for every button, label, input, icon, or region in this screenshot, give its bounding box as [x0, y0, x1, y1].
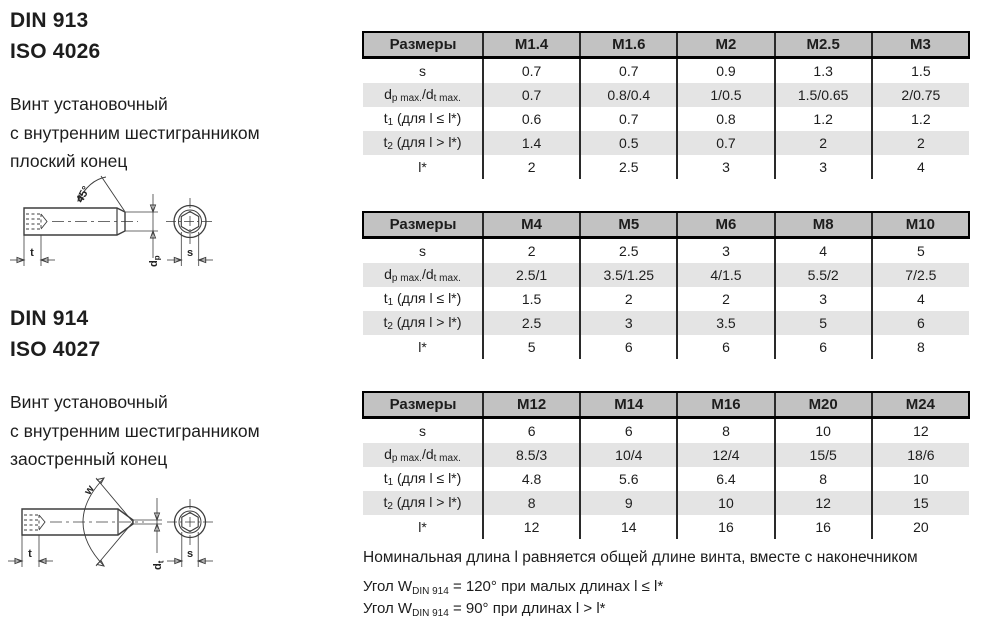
dimensions-table-m1_4-m3	[362, 31, 970, 179]
table-row	[363, 107, 969, 131]
table-row	[363, 467, 969, 491]
value-cell: 15	[872, 491, 969, 515]
value-cell: 1.5	[872, 58, 969, 84]
value-cell: 1/0.5	[677, 83, 774, 107]
iso4026-number: ISO 4026	[10, 40, 101, 63]
row-label	[363, 107, 483, 131]
dimensions-column-header: Размеры	[363, 392, 483, 418]
size-column-header: M5	[580, 212, 677, 238]
table-row	[363, 491, 969, 515]
size-column-header: M10	[872, 212, 969, 238]
table-row	[363, 131, 969, 155]
value-cell: 3.5/1.25	[580, 263, 677, 287]
size-column-header: M12	[483, 392, 580, 418]
value-cell: 2/0.75	[872, 83, 969, 107]
row-label-part: (для l > l*)	[392, 134, 462, 150]
row-label-part: d	[384, 86, 392, 102]
row-label	[363, 335, 483, 359]
description-din914	[10, 388, 260, 474]
table-header-row	[363, 212, 969, 238]
value-cell: 1.2	[775, 107, 872, 131]
row-label	[363, 83, 483, 107]
value-cell: 6.4	[677, 467, 774, 491]
standard-heading-din913	[10, 5, 100, 67]
dimensions-table-m12-m24	[362, 391, 970, 539]
value-cell: 0.8/0.4	[580, 83, 677, 107]
row-label-part: (для l > l*)	[392, 314, 462, 330]
row-label	[363, 238, 483, 264]
value-cell: 4.8	[483, 467, 580, 491]
value-cell: 18/6	[872, 443, 969, 467]
value-cell: 4	[775, 238, 872, 264]
size-column-header: M1.6	[580, 32, 677, 58]
size-column-header: M14	[580, 392, 677, 418]
value-cell: 0.7	[580, 107, 677, 131]
table-row	[363, 418, 969, 444]
note-subscript: DIN 914	[412, 586, 449, 597]
value-cell: 2.5/1	[483, 263, 580, 287]
row-label-part: t	[383, 134, 388, 150]
description-din913	[10, 90, 260, 176]
value-cell: 8	[483, 491, 580, 515]
value-cell: 2	[872, 131, 969, 155]
row-label-part: l*	[418, 159, 427, 175]
value-cell: 0.7	[677, 131, 774, 155]
size-column-header: M2	[677, 32, 774, 58]
table-row	[363, 287, 969, 311]
row-label-part: (для l ≤ l*)	[393, 110, 462, 126]
socket-cone-line	[41, 214, 47, 229]
row-label-part: s	[419, 63, 426, 79]
row-label-part: t max.	[433, 453, 461, 464]
size-column-header: M16	[677, 392, 774, 418]
din913-flat-point-drawing	[4, 170, 239, 288]
row-label-part: /d	[421, 86, 434, 102]
row-label	[363, 155, 483, 179]
row-label-part: (для l ≤ l*)	[393, 470, 462, 486]
cone-tip-diameter-label: $d_t$	[152, 560, 166, 570]
row-label	[363, 311, 483, 335]
table-header-row	[363, 392, 969, 418]
iso4027-number: ISO 4027	[10, 338, 101, 361]
row-label-part: t	[383, 314, 388, 330]
table-row	[363, 311, 969, 335]
description-line: заостренный конец	[10, 449, 168, 469]
value-cell: 1.2	[872, 107, 969, 131]
wrench-size-label: s	[186, 548, 194, 560]
value-cell: 2	[483, 155, 580, 179]
angle-note-120	[363, 578, 663, 597]
row-label-part: 2	[387, 321, 393, 332]
value-cell: 2.5	[483, 311, 580, 335]
din913-number: DIN 913	[10, 9, 89, 32]
value-cell: 0.5	[580, 131, 677, 155]
chamfer-angle-label: 45°	[74, 184, 93, 205]
value-cell: 0.7	[483, 58, 580, 84]
note-text: = 120° при малых длинах l ≤ l*	[448, 578, 664, 595]
table-row	[363, 335, 969, 359]
row-label-part: d	[384, 266, 392, 282]
row-label-part: p max.	[391, 93, 422, 104]
size-column-header: M4	[483, 212, 580, 238]
row-label	[363, 418, 483, 444]
description-line: Винт установочный	[10, 94, 168, 114]
value-cell: 1.5	[483, 287, 580, 311]
value-cell: 7/2.5	[872, 263, 969, 287]
value-cell: 10/4	[580, 443, 677, 467]
row-label-part: t max.	[433, 93, 461, 104]
note-text: = 90° при длинах l > l*	[448, 600, 606, 617]
row-label-part: 1	[387, 117, 394, 128]
value-cell: 2.5	[580, 238, 677, 264]
row-label-part: /d	[421, 446, 434, 462]
table-row	[363, 155, 969, 179]
value-cell: 8	[872, 335, 969, 359]
table-row	[363, 443, 969, 467]
value-cell: 12	[775, 491, 872, 515]
din914-number: DIN 914	[10, 307, 89, 330]
value-cell: 10	[872, 467, 969, 491]
value-cell: 12/4	[677, 443, 774, 467]
din914-cone-point-drawing	[4, 473, 239, 591]
row-label-part: t	[383, 110, 388, 126]
note-text: Угол W	[363, 578, 413, 595]
value-cell: 2	[775, 131, 872, 155]
dimensions-column-header: Размеры	[363, 212, 483, 238]
value-cell: 5.6	[580, 467, 677, 491]
value-cell: 2	[483, 238, 580, 264]
description-line: с внутренним шестигранником	[10, 122, 260, 143]
value-cell: 3	[775, 155, 872, 179]
value-cell: 10	[775, 418, 872, 444]
row-label	[363, 443, 483, 467]
socket-depth-label: t	[28, 548, 32, 560]
value-cell: 6	[775, 335, 872, 359]
value-cell: 4	[872, 287, 969, 311]
table-row	[363, 515, 969, 539]
row-label	[363, 287, 483, 311]
value-cell: 12	[872, 418, 969, 444]
dimensions-column-header: Размеры	[363, 32, 483, 58]
value-cell: 3	[677, 155, 774, 179]
value-cell: 5	[483, 335, 580, 359]
value-cell: 2	[580, 287, 677, 311]
row-label-part: (для l > l*)	[392, 494, 462, 510]
value-cell: 10	[677, 491, 774, 515]
row-label-part: l*	[418, 339, 427, 355]
value-cell: 8	[677, 418, 774, 444]
value-cell: 4/1.5	[677, 263, 774, 287]
size-column-header: M8	[775, 212, 872, 238]
table-header-row	[363, 32, 969, 58]
row-label-part: 2	[387, 141, 393, 152]
value-cell: 6	[483, 418, 580, 444]
value-cell: 1.5/0.65	[775, 83, 872, 107]
value-cell: 0.7	[483, 83, 580, 107]
socket-cone-line	[39, 515, 45, 530]
flat-point-diameter-label: $d_p$	[148, 255, 162, 267]
description-line: Винт установочный	[10, 392, 168, 412]
value-cell: 3.5	[677, 311, 774, 335]
wrench-size-label: s	[186, 247, 194, 259]
value-cell: 0.8	[677, 107, 774, 131]
row-label	[363, 467, 483, 491]
row-label-part: 1	[387, 477, 394, 488]
row-label-part: t	[383, 494, 388, 510]
value-cell: 6	[872, 311, 969, 335]
note-text: Угол W	[363, 600, 413, 617]
nominal-length-note: Номинальная длина l равняется общей длине винта, вместе с наконечником	[363, 549, 918, 566]
table-row	[363, 238, 969, 264]
value-cell: 5	[775, 311, 872, 335]
value-cell: 1.3	[775, 58, 872, 84]
row-label	[363, 58, 483, 84]
description-line: с внутренним шестигранником	[10, 420, 260, 441]
cone-angle-label: w	[82, 483, 97, 498]
value-cell: 6	[677, 335, 774, 359]
row-label-part: /d	[421, 266, 434, 282]
value-cell: 8.5/3	[483, 443, 580, 467]
value-cell: 3	[775, 287, 872, 311]
standard-heading-din914	[10, 303, 100, 365]
row-label	[363, 491, 483, 515]
value-cell: 0.9	[677, 58, 774, 84]
value-cell: 14	[580, 515, 677, 539]
value-cell: 16	[775, 515, 872, 539]
size-column-header: M1.4	[483, 32, 580, 58]
table-row	[363, 263, 969, 287]
value-cell: 2	[677, 287, 774, 311]
value-cell: 0.7	[580, 58, 677, 84]
size-column-header: M20	[775, 392, 872, 418]
table-row	[363, 83, 969, 107]
value-cell: 8	[775, 467, 872, 491]
row-label-part: s	[419, 243, 426, 259]
row-label-part: (для l ≤ l*)	[393, 290, 462, 306]
size-column-header: M6	[677, 212, 774, 238]
note-subscript: DIN 914	[412, 608, 449, 619]
value-cell: 20	[872, 515, 969, 539]
row-label-part: 2	[387, 501, 393, 512]
row-label	[363, 515, 483, 539]
row-label-part: l*	[418, 519, 427, 535]
row-label-part: t	[383, 470, 388, 486]
size-column-header: M3	[872, 32, 969, 58]
value-cell: 0.6	[483, 107, 580, 131]
row-label-part: d	[384, 446, 392, 462]
description-line: плоский конец	[10, 151, 128, 171]
value-cell: 5.5/2	[775, 263, 872, 287]
socket-depth-label: t	[30, 247, 34, 259]
value-cell: 5	[872, 238, 969, 264]
value-cell: 16	[677, 515, 774, 539]
value-cell: 15/5	[775, 443, 872, 467]
value-cell: 6	[580, 335, 677, 359]
row-label	[363, 263, 483, 287]
value-cell: 2.5	[580, 155, 677, 179]
dimensions-table-m4-m10	[362, 211, 970, 359]
row-label	[363, 131, 483, 155]
value-cell: 3	[677, 238, 774, 264]
row-label-part: p max.	[391, 273, 422, 284]
row-label-part: t	[383, 290, 388, 306]
value-cell: 3	[580, 311, 677, 335]
value-cell: 6	[580, 418, 677, 444]
row-label-part: s	[419, 423, 426, 439]
row-label-part: p max.	[391, 453, 422, 464]
value-cell: 1.4	[483, 131, 580, 155]
value-cell: 4	[872, 155, 969, 179]
value-cell: 12	[483, 515, 580, 539]
row-label-part: t max.	[433, 273, 461, 284]
size-column-header: M2.5	[775, 32, 872, 58]
row-label-part: 1	[387, 297, 394, 308]
value-cell: 9	[580, 491, 677, 515]
size-column-header: M24	[872, 392, 969, 418]
table-row	[363, 58, 969, 84]
angle-note-90	[363, 600, 606, 619]
